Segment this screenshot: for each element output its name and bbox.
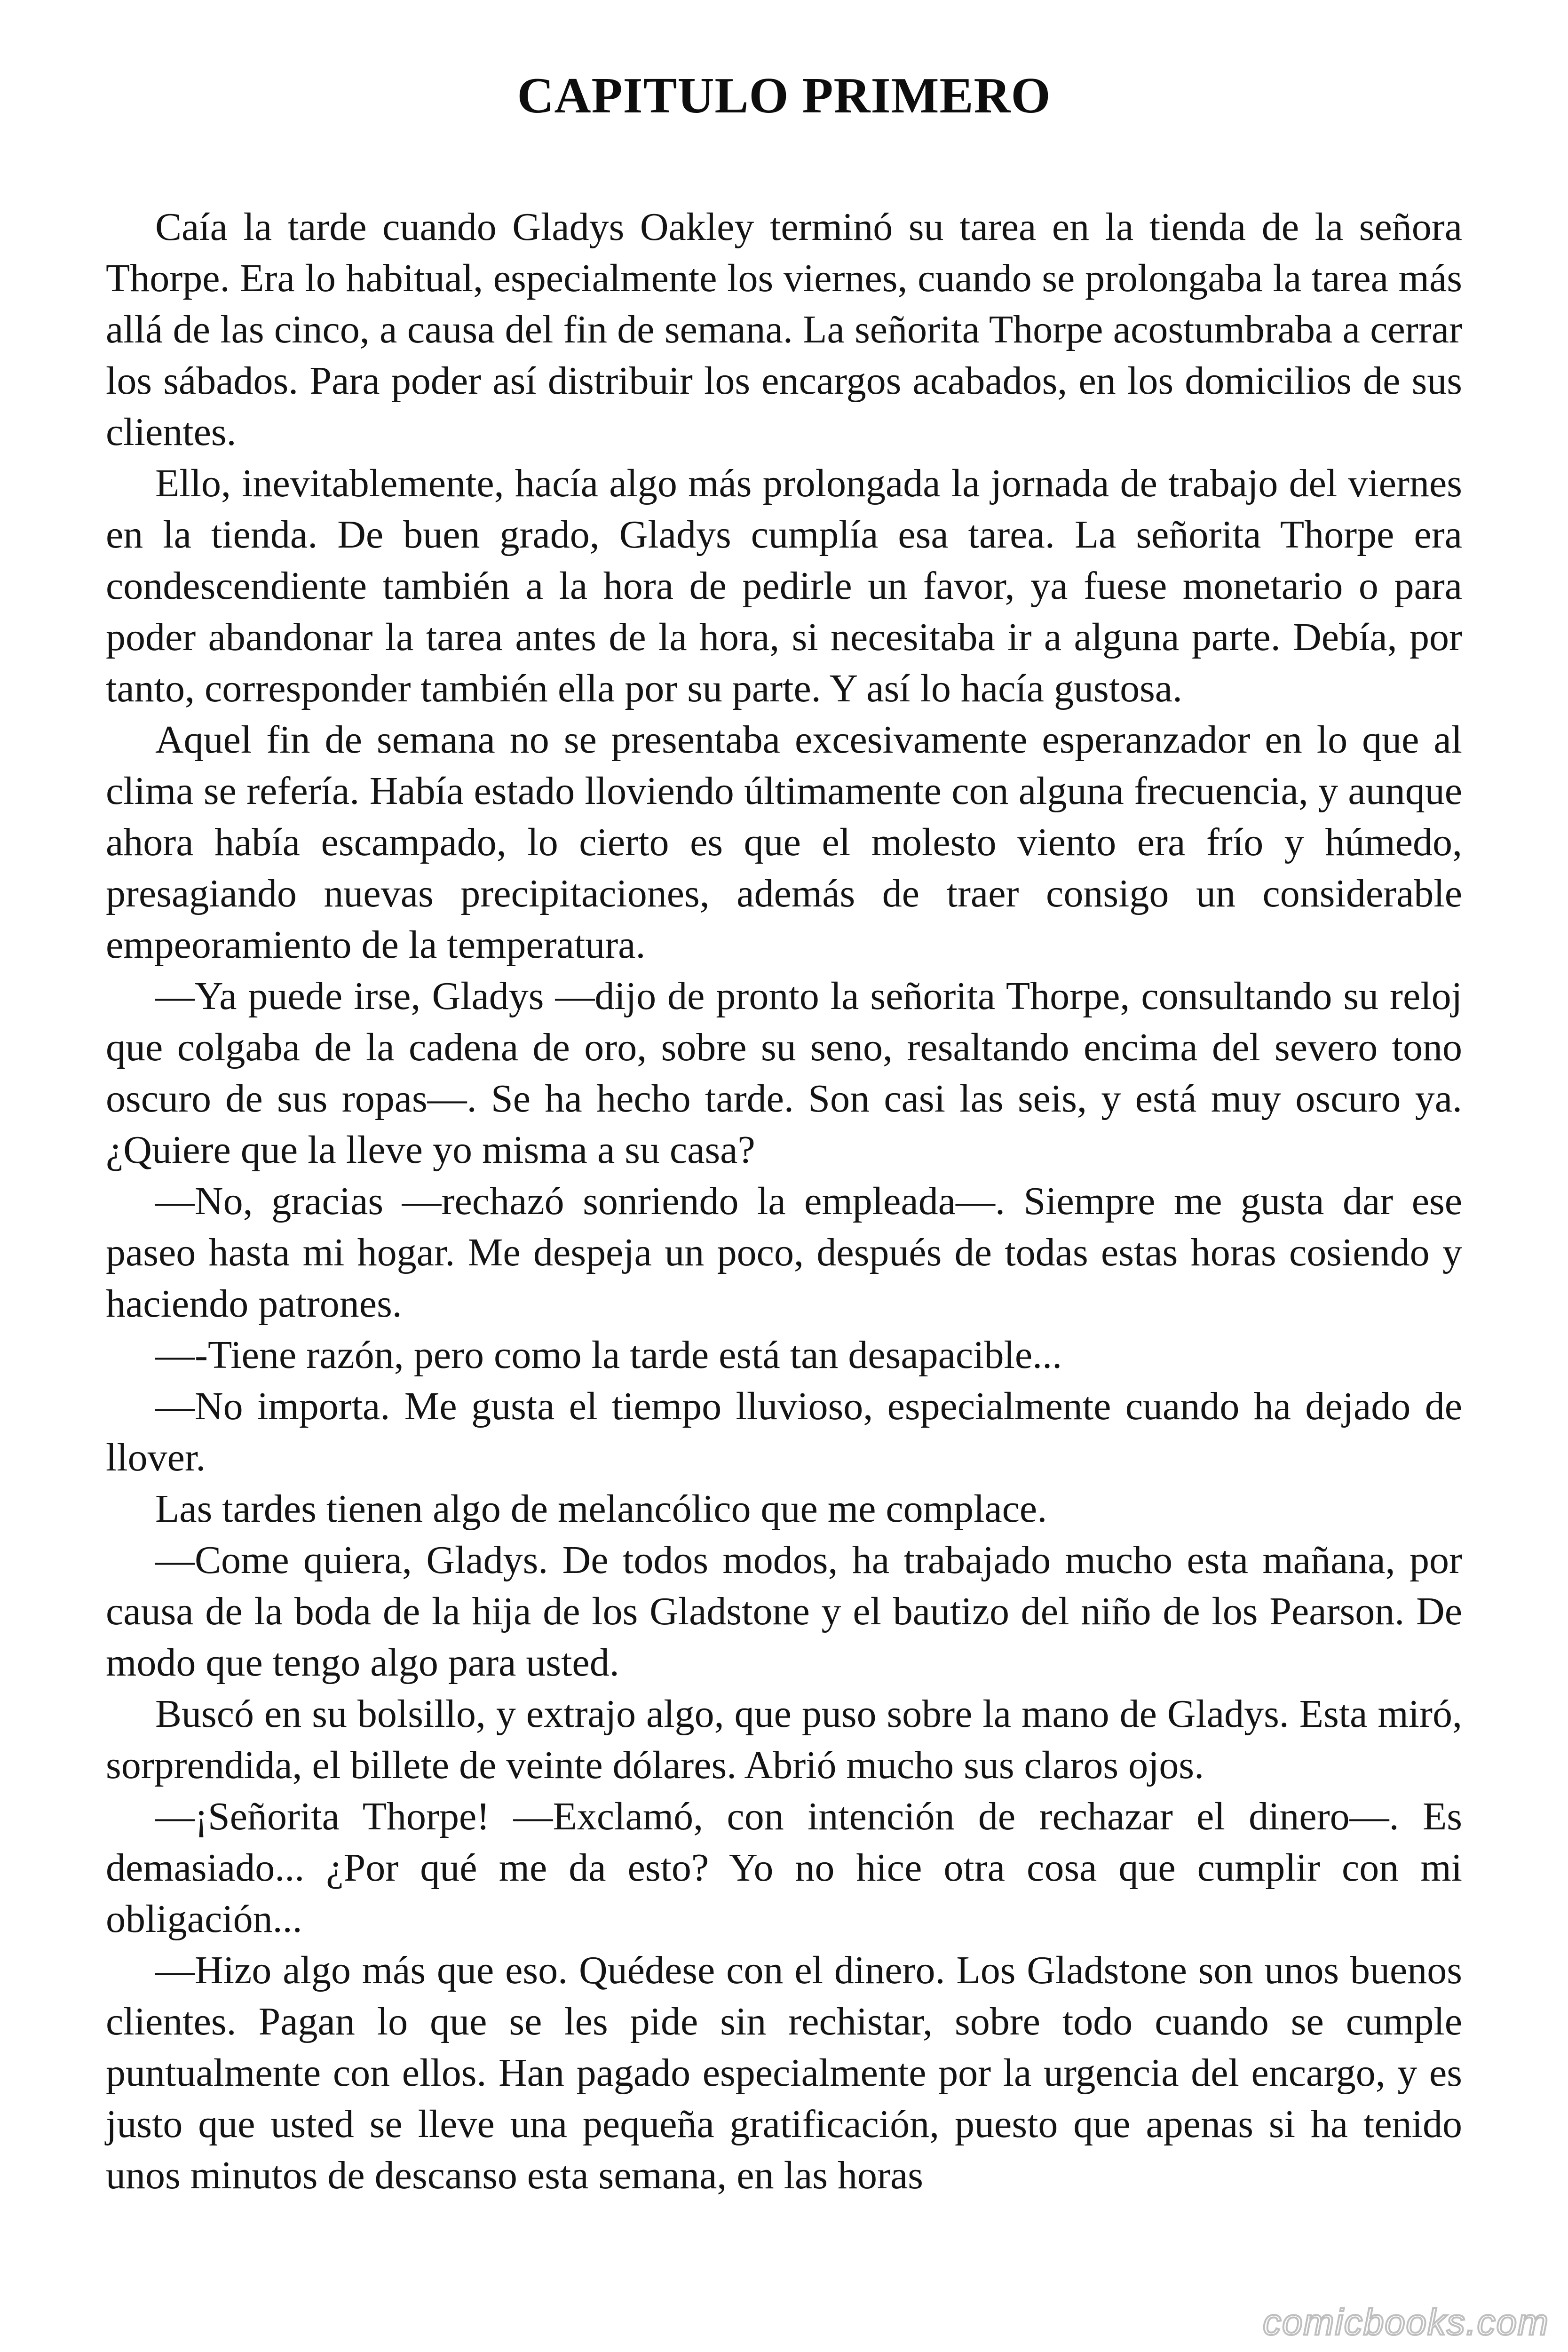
paragraph: Aquel fin de semana no se presentaba excesivamente esperanzador en lo que al clima se refería. Había estado lloviendo últimamente con alguna frecuencia, y aunque ahora había escampado, lo cierto es que el molesto viento era frío y húmedo, presagiando nuevas precipitaciones, además de traer consigo un considerable empeoramiento de la temperatura.	[106, 718, 1462, 967]
paragraph: Las tardes tienen algo de melancólico que me complace.	[155, 1487, 1047, 1531]
chapter-title: CAPITULO PRIMERO	[517, 68, 1051, 124]
paragraph: —Hizo algo más que eso. Quédese con el dinero. Los Gladstone son unos buenos clientes. Pagan lo que se les pide sin rechistar, sobre todo cuando se cumple puntualmente con ellos. Han pagado especialmente por la urgencia del encargo, y es justo que usted se lleve una pequeña gratificación, puesto que apenas si ha tenido unos minutos de descanso esta semana, en las horas	[106, 1948, 1462, 2197]
paragraph: —No importa. Me gusta el tiempo lluvioso, especialmente cuando ha dejado de llover.	[106, 1384, 1462, 1479]
body-text	[106, 201, 1462, 2201]
paragraph: Ello, inevitablemente, hacía algo más prolongada la jornada de trabajo del viernes en la tienda. De buen grado, Gladys cumplía esa tarea. La señorita Thorpe era condescendiente también a la hora de pedirle un favor, ya fuese monetario o para poder abandonar la tarea antes de la hora, si necesitaba ir a alguna parte. Debía, por tanto, corresponder también ella por su parte. Y así lo hacía gustosa.	[106, 461, 1462, 710]
paragraph: Buscó en su bolsillo, y extrajo algo, que puso sobre la mano de Gladys. Esta miró, sorprendida, el billete de veinte dólares. Abrió mucho sus claros ojos.	[106, 1692, 1462, 1787]
paragraph: —-Tiene razón, pero como la tarde está tan desapacible...	[155, 1333, 1062, 1377]
paragraph: —¡Señorita Thorpe! —Exclamó, con intención de rechazar el dinero—. Es demasiado... ¿Por qué me da esto? Yo no hice otra cosa que cumplir con mi obligación...	[106, 1795, 1462, 1941]
paragraph: —Come quiera, Gladys. De todos modos, ha trabajado mucho esta mañana, por causa de la boda de la hija de los Gladstone y el bautizo del niño de los Pearson. De modo que tengo algo para usted.	[106, 1538, 1462, 1685]
watermark-logo: comicbooks.com	[1263, 2301, 1549, 2343]
paragraph: Caía la tarde cuando Gladys Oakley terminó su tarea en la tienda de la señora Thorpe. Era lo habitual, especialmente los viernes, cuando se prolongaba la tarea más allá de las cinco, a causa del fin de semana. La señorita Thorpe acostumbraba a cerrar los sábados. Para poder así distribuir los encargos acabados, en los domicilios de sus clientes.	[106, 205, 1462, 454]
paragraph: —No, gracias —rechazó sonriendo la empleada—. Siempre me gusta dar ese paseo hasta mi hogar. Me despeja un poco, después de todas estas horas cosiendo y haciendo patrones.	[106, 1179, 1462, 1326]
paragraph: —Ya puede irse, Gladys —dijo de pronto la señorita Thorpe, consultando su reloj que colgaba de la cadena de oro, sobre su seno, resaltando encima del severo tono oscuro de sus ropas—. Se ha hecho tarde. Son casi las seis, y está muy oscuro ya. ¿Quiere que la lleve yo misma a su casa?	[106, 974, 1462, 1172]
